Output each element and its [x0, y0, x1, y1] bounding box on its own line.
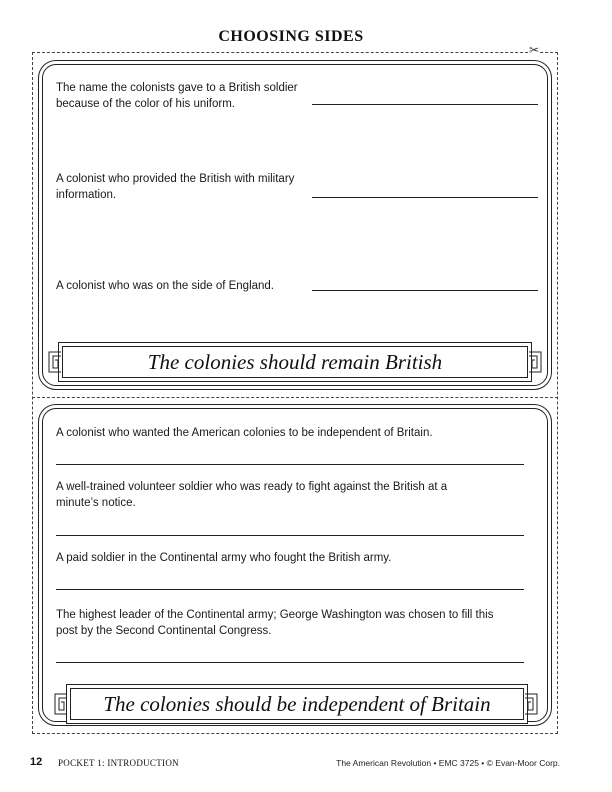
- top-answer-line-1[interactable]: [312, 104, 538, 105]
- footer-section-label: POCKET 1: INTRODUCTION: [58, 758, 179, 768]
- greek-key-ornament-icon: [48, 351, 62, 373]
- bottom-prompt-4: The highest leader of the Continental army; George Washington was chosen to fill this post by the Second Continental Congress.: [56, 609, 494, 637]
- bottom-answer-line-4[interactable]: [56, 662, 524, 663]
- page-number: 12: [30, 756, 43, 768]
- top-answer-line-2[interactable]: [312, 197, 538, 198]
- greek-key-ornament-icon: [524, 693, 538, 715]
- top-prompt-3: A colonist who was on the side of England.: [56, 280, 275, 292]
- bottom-banner: [66, 684, 528, 724]
- cut-line-divider: [32, 397, 558, 398]
- top-banner: [58, 342, 532, 382]
- bottom-prompt-1: A colonist who wanted the American colonies to be independent of Britain.: [56, 427, 433, 439]
- top-prompt-1: The name the colonists gave to a British soldier because of the color of his uniform.: [56, 82, 298, 110]
- bottom-prompt-3: A paid soldier in the Continental army who fought the British army.: [56, 552, 392, 564]
- footer-credit: The American Revolution • EMC 3725 • © Evan-Moor Corp.: [336, 758, 560, 768]
- scissors-icon: ✂: [529, 43, 540, 57]
- bottom-prompt-2: A well-trained volunteer soldier who was ready to fight against the British at a minute’s notice.: [56, 481, 448, 509]
- bottom-answer-line-1[interactable]: [56, 464, 524, 465]
- bottom-answer-line-3[interactable]: [56, 589, 524, 590]
- top-banner-text: The colonies should remain British: [147, 349, 443, 374]
- bottom-answer-line-2[interactable]: [56, 535, 524, 536]
- greek-key-ornament-icon: [528, 351, 542, 373]
- greek-key-ornament-icon: [54, 693, 68, 715]
- top-prompt-2: A colonist who provided the British with military information.: [56, 173, 295, 201]
- top-card-inner-frame: [42, 64, 548, 386]
- page-title: CHOOSING SIDES: [218, 28, 364, 45]
- top-answer-line-3[interactable]: [312, 290, 538, 291]
- bottom-banner-text: The colonies should be independent of Britain: [103, 691, 491, 716]
